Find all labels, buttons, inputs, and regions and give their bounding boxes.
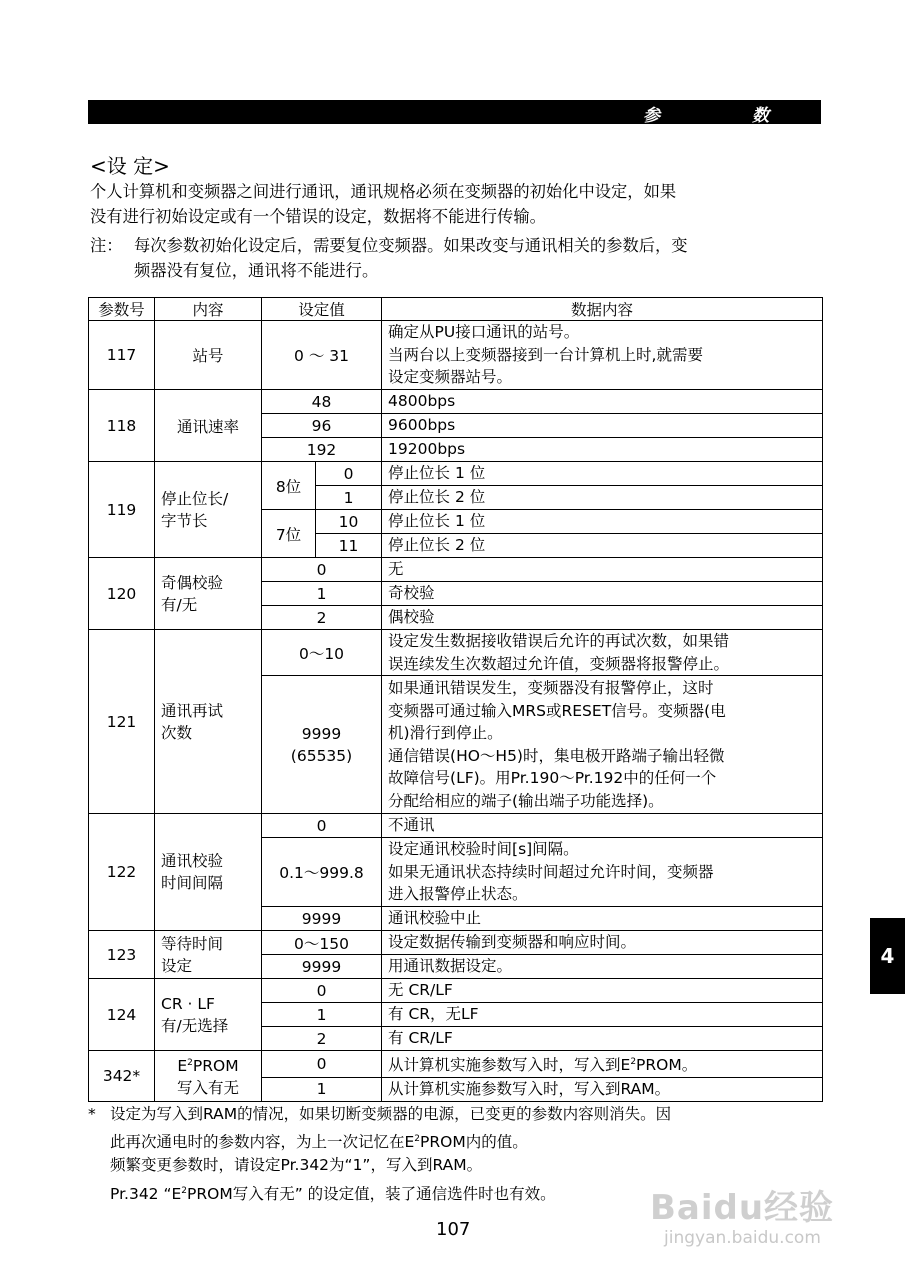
param-desc: 无	[382, 558, 823, 582]
param-desc: 4800bps	[382, 390, 823, 414]
param-name: 通讯再试 次数	[155, 630, 262, 814]
param-desc: 停止位长 1 位	[382, 462, 823, 486]
table-row	[89, 321, 823, 390]
header-bar	[88, 100, 821, 124]
param-value: 0.1～999.8	[262, 838, 382, 907]
param-name: 奇偶校验 有/无	[155, 558, 262, 630]
footnote-line-3: 频繁变更参数时，请设定Pr.342为“1”，写入到RAM。	[110, 1156, 483, 1174]
param-desc: 偶校验	[382, 606, 823, 630]
intro-line-1: 个人计算机和变频器之间进行通讯，通讯规格必须在变频器的初始化中设定，如果	[90, 182, 677, 201]
watermark-url: jingyan.baidu.com	[664, 1228, 821, 1248]
param-desc: 无 CR/LF	[382, 979, 823, 1003]
param-value: 1	[262, 582, 382, 606]
param-value: 2	[262, 1027, 382, 1051]
param-value: 192	[262, 438, 382, 462]
param-value: 1	[262, 1003, 382, 1027]
param-desc: 设定数据传输到变频器和响应时间。	[382, 931, 823, 955]
param-desc: 有 CR，无LF	[382, 1003, 823, 1027]
group-8bit: 8位	[262, 462, 316, 510]
param-desc: 不通讯	[382, 814, 823, 838]
param-value: 2	[262, 606, 382, 630]
param-no: 117	[89, 321, 155, 390]
param-desc: 19200bps	[382, 438, 823, 462]
param-value: 0～10	[262, 630, 382, 676]
param-no: 121	[89, 630, 155, 814]
param-desc: 从计算机实施参数写入时，写入到RAM。	[382, 1077, 823, 1101]
param-value: 0	[262, 814, 382, 838]
table-row	[89, 931, 823, 955]
header-data: 数据内容	[382, 298, 823, 321]
param-value: 96	[262, 414, 382, 438]
param-value: 48	[262, 390, 382, 414]
section-title: <设 定>	[90, 154, 170, 178]
footnote-line-2: 此再次通电时的参数内容，为上一次记忆在$E^2PROM$内的值。	[110, 1133, 528, 1152]
param-no: 342*	[89, 1051, 155, 1102]
param-no: 118	[89, 390, 155, 462]
param-no: 122	[89, 814, 155, 931]
param-value: 0	[262, 558, 382, 582]
param-value: 0～150	[262, 931, 382, 955]
intro-line-2: 没有进行初始设定或有一个错误的设定，数据将不能进行传输。	[90, 207, 546, 226]
param-desc: 停止位长 2 位	[382, 534, 823, 558]
param-value: 0	[262, 979, 382, 1003]
table-row	[89, 1051, 823, 1078]
footnote-star: *	[88, 1105, 96, 1123]
param-desc: 停止位长 2 位	[382, 486, 823, 510]
param-value: 0	[262, 1051, 382, 1078]
param-desc: 设定发生数据接收错误后允许的再试次数，如果错 误连续发生次数超过允许值，变频器将报警停止。	[382, 630, 823, 676]
param-name: CR · LF 有/无选择	[155, 979, 262, 1051]
param-no: 119	[89, 462, 155, 558]
header-left-text: 参	[643, 106, 660, 126]
param-desc: 通讯校验中止	[382, 907, 823, 931]
table-row	[89, 558, 823, 582]
group-7bit: 7位	[262, 510, 316, 558]
watermark-logo: Baidu经验	[650, 1188, 835, 1228]
param-desc: 从计算机实施参数写入时，写入到$E^2PROM$。	[382, 1051, 823, 1078]
param-value: 1	[316, 486, 382, 510]
param-desc: 用通讯数据设定。	[382, 955, 823, 979]
parameter-table	[88, 297, 823, 1102]
param-no: 123	[89, 931, 155, 979]
param-value: 1	[262, 1077, 382, 1101]
param-desc: 如果通讯错误发生，变频器没有报警停止，这时 变频器可通过输入MRS或RESET信号。变频器(电 机)滑行到停止。 通信错误(HO～H5)时，集电极开路端子输出轻微 故障信号(LF)。用Pr.190～Pr.192中的任何一个 分配给相应的端子(输出端子功能选择)。	[382, 676, 823, 814]
header-param-no: 参数号	[89, 298, 155, 321]
chapter-tab: 4	[870, 918, 905, 994]
note-line-1: 每次参数初始化设定后，需要复位变频器。如果改变与通讯相关的参数后，变	[134, 236, 688, 255]
param-name: 停止位长/ 字节长	[155, 462, 262, 558]
note-label: 注：	[90, 236, 123, 255]
table-row	[89, 814, 823, 838]
table-header-row	[89, 298, 823, 321]
table-row	[89, 462, 823, 486]
param-value: 0	[316, 462, 382, 486]
param-value: 9999	[262, 955, 382, 979]
param-value: 0 ～ 31	[262, 321, 382, 390]
param-desc: 设定通讯校验时间[s]间隔。 如果无通讯状态持续时间超过允许时间，变频器 进入报警停止状态。	[382, 838, 823, 907]
footnote-line-1: 设定为写入到RAM的情况，如果切断变频器的电源，已变更的参数内容则消失。因	[110, 1105, 672, 1123]
param-value: 11	[316, 534, 382, 558]
param-no: 120	[89, 558, 155, 630]
param-value: 9999	[262, 907, 382, 931]
table-row	[89, 630, 823, 676]
param-name: 通讯校验 时间间隔	[155, 814, 262, 931]
footnote-line-4: Pr.342 “$E^2PROM$写入有无” 的设定值，装了通信选件时也有效。	[110, 1185, 556, 1204]
param-value: 9999 (65535)	[262, 676, 382, 814]
param-value: 10	[316, 510, 382, 534]
param-name: 站号	[155, 321, 262, 390]
param-name: 通讯速率	[155, 390, 262, 462]
param-name: $E^2PROM$ 写入有无	[155, 1051, 262, 1102]
header-setting: 设定值	[262, 298, 382, 321]
param-desc: 奇校验	[382, 582, 823, 606]
param-desc: 有 CR/LF	[382, 1027, 823, 1051]
param-desc: 确定从PU接口通讯的站号。 当两台以上变频器接到一台计算机上时,就需要 设定变频器站号。	[382, 321, 823, 390]
header-content: 内容	[155, 298, 262, 321]
param-name: 等待时间 设定	[155, 931, 262, 979]
table-row	[89, 390, 823, 414]
page-number: 107	[436, 1219, 471, 1240]
table-row	[89, 979, 823, 1003]
note-line-2: 频器没有复位，通讯将不能进行。	[134, 261, 379, 280]
header-right-text: 数	[752, 106, 769, 126]
param-desc: 停止位长 1 位	[382, 510, 823, 534]
param-no: 124	[89, 979, 155, 1051]
param-desc: 9600bps	[382, 414, 823, 438]
